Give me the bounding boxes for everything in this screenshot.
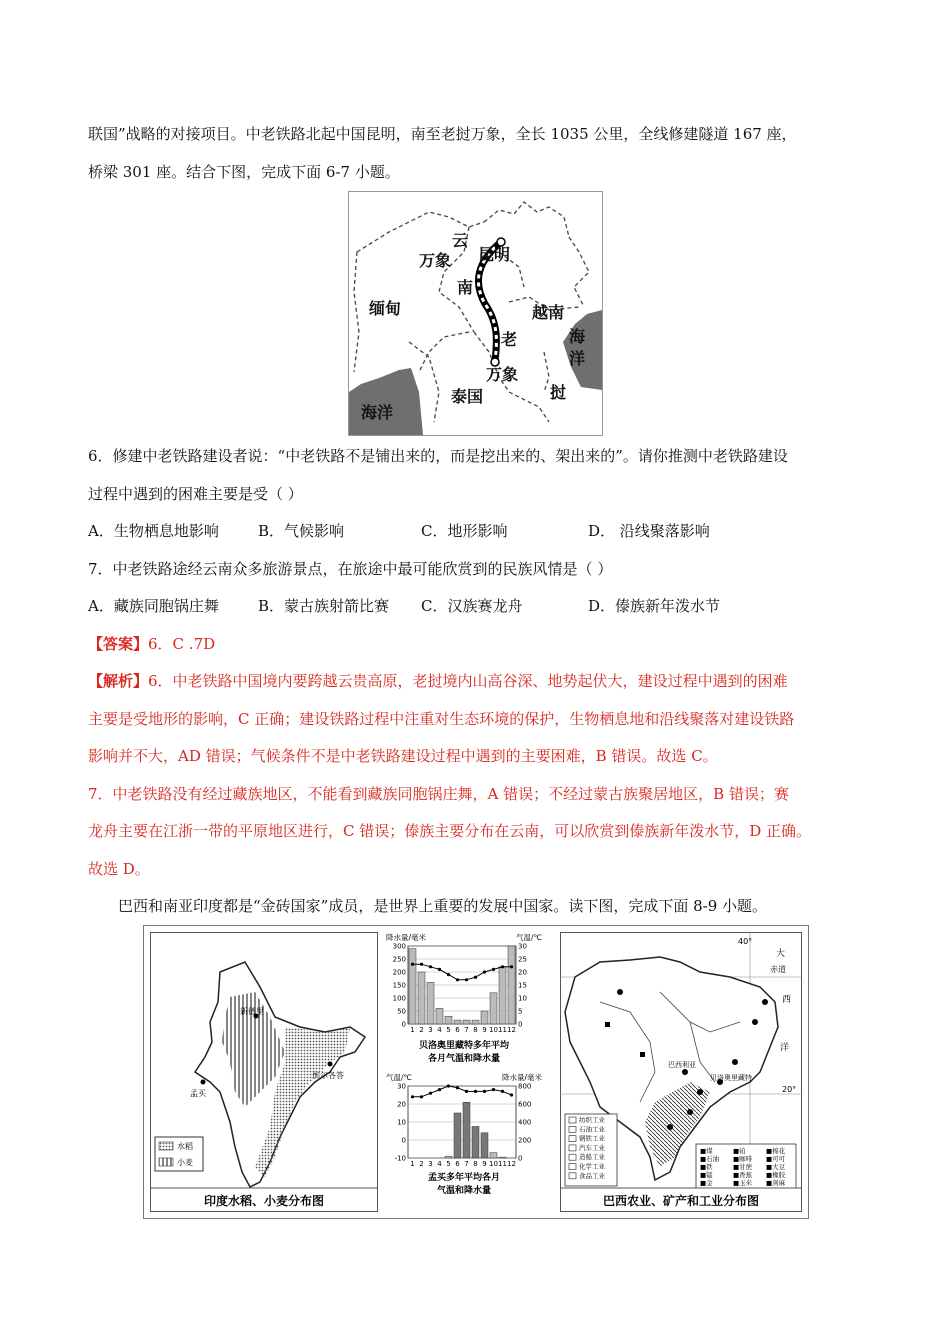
brazil-legend-item: ■铁 bbox=[700, 1163, 713, 1171]
chart2-month-label: 1 bbox=[410, 1160, 415, 1168]
chart1-title-line-2: 各月气温和降水量 bbox=[427, 1054, 501, 1064]
chart1-right-tick: 30 bbox=[518, 942, 527, 951]
q6-option-c[interactable]: C．地形影响 bbox=[421, 522, 508, 540]
chart1-precip-bar bbox=[436, 1008, 443, 1024]
brazil-india-figure bbox=[143, 925, 809, 1219]
chart2-temp-point bbox=[411, 1095, 414, 1098]
brazil-legend-item: ■煤 bbox=[700, 1147, 713, 1155]
q6-option-a[interactable]: A．生物栖息地影响 bbox=[88, 522, 219, 540]
chart2-temp-point bbox=[420, 1095, 423, 1098]
chart1-precip-bar bbox=[472, 1020, 479, 1024]
chart2-temp-point bbox=[429, 1092, 432, 1095]
climate-chart-mumbai bbox=[384, 1070, 544, 1198]
brazil-legend-item: ■橡胶 bbox=[766, 1171, 786, 1179]
chart1-temp-point bbox=[447, 973, 450, 976]
chart1-right-tick: 10 bbox=[518, 994, 527, 1003]
chart1-precip-bar bbox=[481, 1011, 488, 1024]
chart1-title-line-1: 贝洛奥里藏特多年平均 bbox=[418, 1041, 510, 1051]
chart1-precip-bar bbox=[499, 967, 506, 1024]
brazil-legend-industry-label: 化学工业 bbox=[579, 1162, 605, 1171]
chart2-right-tick: 400 bbox=[518, 1118, 532, 1127]
brazil-legend-industry-swatch bbox=[569, 1173, 576, 1179]
chart2-right-tick: 0 bbox=[518, 1154, 523, 1163]
brazil-legend-item: ■甘蔗 bbox=[733, 1163, 753, 1171]
brazil-legend-item: ■铂 bbox=[733, 1147, 746, 1155]
chart2-right-tick: 600 bbox=[518, 1100, 532, 1109]
chart2-month-label: 9 bbox=[482, 1160, 487, 1168]
chart2-month-label: 5 bbox=[446, 1160, 451, 1168]
chart2-left-tick: 20 bbox=[397, 1100, 406, 1109]
brazil-label-brasilia: 巴西利亚 bbox=[668, 1061, 696, 1069]
intro-line-1: 联国”战略的对接项目。中老铁路北起中国昆明，南至老挝万象，全长 1035 公里，全线修建隧道 167 座， bbox=[88, 125, 797, 143]
brazil-label-xi: 西 bbox=[782, 995, 792, 1005]
chart1-right-tick: 20 bbox=[518, 968, 527, 977]
chart2-precip-bar bbox=[445, 1156, 452, 1158]
chart1-left-tick: 150 bbox=[392, 981, 406, 990]
chart2-temp-point bbox=[465, 1090, 468, 1093]
answer-tag: 【答案】 bbox=[88, 635, 149, 653]
map-label-yun: 云 bbox=[452, 231, 469, 250]
analysis-tag: 【解析】 bbox=[88, 672, 149, 690]
map-label-haiyang-right-1: 海 bbox=[569, 327, 586, 346]
chart2-month-label: 10 bbox=[489, 1160, 498, 1168]
brazil-legend-item: ■大豆 bbox=[766, 1163, 786, 1171]
chart1-left-tick: 300 bbox=[392, 942, 406, 951]
chart1-left-tick: 50 bbox=[397, 1007, 406, 1016]
brazil-label-da: 大 bbox=[776, 949, 786, 959]
brazil-legend-industry-label: 纺织工业 bbox=[579, 1116, 605, 1124]
brazil-legend-item: ■咖啡 bbox=[733, 1155, 753, 1163]
chart2-precip-bar bbox=[472, 1127, 479, 1159]
chart1-precip-bar bbox=[445, 1016, 452, 1024]
brazil-map bbox=[560, 932, 802, 1212]
q6-stem-line-2: 过程中遇到的困难主要是受（ ） bbox=[88, 485, 303, 503]
chart2-month-label: 2 bbox=[419, 1160, 424, 1168]
analysis-line-1 bbox=[88, 671, 788, 691]
chart1-right-tick: 15 bbox=[518, 981, 527, 990]
chart1-temp-point bbox=[411, 963, 414, 966]
chart2-temp-point bbox=[492, 1088, 495, 1091]
brazil-legend-item: ■锰 bbox=[700, 1171, 713, 1179]
analysis-line-3: 影响并不大，AD 错误；气候条件不是中老铁路建设过程中遇到的主要困难，B 错误。故选 C。 bbox=[88, 747, 718, 765]
brazil-legend-industry-swatch bbox=[569, 1154, 576, 1160]
brazil-label-lon40: 40° bbox=[738, 937, 753, 946]
chart1-left-tick: 0 bbox=[401, 1020, 406, 1029]
chart1-precip-bar bbox=[454, 1020, 461, 1024]
chart1-month-label: 5 bbox=[446, 1026, 451, 1034]
chart1-precip-bar bbox=[409, 949, 416, 1024]
q7-options bbox=[88, 596, 720, 616]
chart1-ylabel: 降水量/毫米 bbox=[386, 933, 427, 942]
brazil-legend-industry-label: 造船工业 bbox=[579, 1153, 605, 1162]
brazil-label-lat20: 20° bbox=[782, 1085, 797, 1094]
chart2-left-tick: -10 bbox=[394, 1154, 406, 1163]
intro-line-2: 桥梁 301 座。结合下图，完成下面 6-7 小题。 bbox=[88, 163, 400, 181]
chart2-title-line-1: 孟买多年平均各月 bbox=[427, 1173, 501, 1183]
brazil-legend-industry-label: 食品工业 bbox=[579, 1171, 605, 1180]
chart2-month-label: 3 bbox=[428, 1160, 433, 1168]
chart1-temp-point bbox=[483, 970, 486, 973]
brazil-legend-industry-label: 汽车工业 bbox=[579, 1143, 605, 1152]
map-label-wanxiang: 万象 bbox=[486, 365, 519, 384]
chart2-temp-point bbox=[483, 1090, 486, 1093]
analysis-line-6: 故选 D。 bbox=[88, 860, 150, 878]
chart1-temp-point bbox=[456, 978, 459, 981]
chart2-precip-bar bbox=[499, 1157, 506, 1158]
chart1-left-tick: 250 bbox=[392, 955, 406, 964]
chart2-temp-point bbox=[456, 1086, 459, 1089]
chart2-precip-bar bbox=[490, 1153, 497, 1158]
chart1-month-label: 9 bbox=[482, 1026, 487, 1034]
chart1-temp-point bbox=[420, 963, 423, 966]
answer-line bbox=[88, 634, 215, 654]
india-map bbox=[150, 932, 378, 1212]
q7-option-c[interactable]: C．汉族赛龙舟 bbox=[421, 597, 523, 615]
brazil-legend-item: ■棉花 bbox=[766, 1147, 786, 1155]
map-label-haiyang-left: 海洋 bbox=[361, 403, 394, 422]
chart1-month-label: 12 bbox=[507, 1026, 516, 1034]
chart2-precip-bar bbox=[481, 1133, 488, 1158]
map-label-kunming: 昆明 bbox=[478, 245, 511, 264]
chart1-left-tick: 100 bbox=[392, 994, 406, 1003]
chart1-temp-point bbox=[510, 965, 513, 968]
intro2-line: 巴西和南亚印度都是“金砖国家”成员，是世界上重要的发展中国家。读下图，完成下面 8-9 小题。 bbox=[118, 897, 768, 915]
q6-option-b[interactable]: B．气候影响 bbox=[258, 522, 345, 540]
chart1-temp-point bbox=[492, 968, 495, 971]
map-label-taiguo: 泰国 bbox=[451, 387, 484, 406]
chart2-left-tick: 30 bbox=[397, 1082, 406, 1091]
chart1-month-label: 4 bbox=[437, 1026, 442, 1034]
chart2-month-label: 7 bbox=[464, 1160, 469, 1168]
q7-stem: 7．中老铁路途经云南众多旅游景点，在旅途中最可能欣赏到的民族风情是（ ） bbox=[88, 560, 613, 578]
chart1-temp-point bbox=[438, 968, 441, 971]
chart1-month-label: 7 bbox=[464, 1026, 469, 1034]
chart1-temp-point bbox=[465, 978, 468, 981]
chart2-month-label: 8 bbox=[473, 1160, 478, 1168]
brazil-legend-item: ■石油 bbox=[700, 1155, 720, 1163]
chart1-month-label: 8 bbox=[473, 1026, 478, 1034]
map-label-lao: 老 bbox=[501, 330, 518, 349]
chart1-month-label: 6 bbox=[455, 1026, 460, 1034]
answer-text: 6．C .7D bbox=[148, 635, 216, 653]
chart1-right-tick: 5 bbox=[518, 1007, 523, 1016]
india-legend-rice: 水稻 bbox=[177, 1142, 193, 1151]
q6-option-d[interactable]: D． 沿线聚落影响 bbox=[588, 522, 710, 540]
chart2-month-label: 11 bbox=[498, 1160, 507, 1168]
map-label-yuenan: 越南 bbox=[532, 303, 565, 322]
chart1-temp-point bbox=[429, 965, 432, 968]
chart1-month-label: 1 bbox=[410, 1026, 415, 1034]
brazil-legend-item: ■香蕉 bbox=[733, 1171, 753, 1179]
analysis-line-4: 7．中老铁路没有经过藏族地区，不能看到藏族同胞锅庄舞，A 错误；不经过蒙古族聚居地区，B 错误；赛 bbox=[88, 785, 789, 803]
chart1-right-tick: 25 bbox=[518, 955, 527, 964]
q7-option-b[interactable]: B．蒙古族射箭比赛 bbox=[258, 597, 390, 615]
map-label-wanxiang-top: 万象 bbox=[419, 251, 452, 270]
brazil-caption: 巴西农业、矿产和工业分布图 bbox=[602, 1194, 760, 1208]
analysis-line-5: 龙舟主要在江浙一带的平原地区进行，C 错误；傣族主要分布在云南，可以欣赏到傣族新年泼水节，D 正确。 bbox=[88, 822, 812, 840]
india-caption: 印度水稻、小麦分布图 bbox=[203, 1194, 325, 1208]
brazil-legend-industry-swatch bbox=[569, 1164, 576, 1170]
climate-chart-belo-horizonte bbox=[384, 930, 544, 1068]
chart1-precip-bar bbox=[490, 993, 497, 1024]
chart2-temp-point bbox=[474, 1090, 477, 1093]
brazil-legend-item: ■剑麻 bbox=[766, 1179, 786, 1187]
chart2-right-tick: 200 bbox=[518, 1136, 532, 1145]
chart1-temp-point bbox=[474, 976, 477, 979]
chart2-right-tick: 800 bbox=[518, 1082, 532, 1091]
brazil-legend-industry-swatch bbox=[569, 1117, 576, 1123]
q7-option-a[interactable]: A．藏族同胞锅庄舞 bbox=[88, 597, 219, 615]
chart2-left-tick: 0 bbox=[401, 1136, 406, 1145]
chart1-temp-point bbox=[501, 965, 504, 968]
chart2-temp-point bbox=[447, 1084, 450, 1087]
q7-option-d[interactable]: D．傣族新年泼水节 bbox=[588, 597, 721, 615]
analysis-text-1: 6．中老铁路中国境内要跨越云贵高原，老挝境内山高谷深、地势起伏大，建设过程中遇到的困难 bbox=[148, 672, 788, 690]
brazil-legend-industry-swatch bbox=[569, 1145, 576, 1151]
map-label-wo: 挝 bbox=[550, 383, 567, 402]
chart2-temp-point bbox=[438, 1088, 441, 1091]
chart2-temp-point bbox=[501, 1090, 504, 1093]
brazil-legend-item: ■金 bbox=[700, 1179, 713, 1187]
chart1-left-tick: 200 bbox=[392, 968, 406, 977]
chart2-title-line-2: 气温和降水量 bbox=[436, 1186, 492, 1196]
chart2-month-label: 4 bbox=[437, 1160, 442, 1168]
chart1-precip-bar bbox=[508, 946, 515, 1024]
chart1-month-label: 11 bbox=[498, 1026, 507, 1034]
india-label-mumbai: 孟买 bbox=[190, 1089, 206, 1098]
brazil-legend-item: ■玉米 bbox=[733, 1179, 753, 1187]
chart1-month-label: 3 bbox=[428, 1026, 433, 1034]
india-label-kolkata: 加尔各答 bbox=[312, 1071, 344, 1080]
chart1-month-label: 10 bbox=[489, 1026, 498, 1034]
india-label-delhi: 新德里 bbox=[240, 1007, 264, 1016]
brazil-label-bh: 贝洛奥里藏特 bbox=[710, 1074, 752, 1082]
chart2-temp-point bbox=[510, 1093, 513, 1096]
chart1-precip-bar bbox=[427, 982, 434, 1024]
chart2-precip-bar bbox=[463, 1102, 470, 1158]
chart1-month-label: 2 bbox=[419, 1026, 424, 1034]
brazil-legend-industry-swatch bbox=[569, 1126, 576, 1132]
chart2-month-label: 6 bbox=[455, 1160, 460, 1168]
q6-stem-line-1: 6．修建中老铁路建设者说：“中老铁路不是铺出来的，而是挖出来的、架出来的”。请你推测中老铁路建设 bbox=[88, 447, 788, 465]
map-label-miandian: 缅甸 bbox=[369, 299, 402, 318]
chart2-y2label: 降水量/毫米 bbox=[501, 1073, 542, 1082]
china-laos-railway-map bbox=[348, 191, 603, 436]
brazil-label-yang: 洋 bbox=[780, 1043, 790, 1053]
map-label-haiyang-right-2: 洋 bbox=[569, 349, 586, 368]
chart1-right-tick: 0 bbox=[518, 1020, 523, 1029]
chart2-left-tick: 10 bbox=[397, 1118, 406, 1127]
q6-options bbox=[88, 521, 710, 541]
chart1-y2label: 气温/℃ bbox=[516, 933, 542, 942]
map-label-nan: 南 bbox=[457, 278, 474, 297]
brazil-legend-industry-swatch bbox=[569, 1136, 576, 1142]
brazil-legend-industry-label: 石油工业 bbox=[579, 1125, 605, 1134]
india-legend-wheat: 小麦 bbox=[177, 1158, 193, 1167]
chart2-ylabel: 气温/℃ bbox=[386, 1073, 412, 1082]
chart2-month-label: 12 bbox=[507, 1160, 516, 1168]
brazil-legend-industry-label: 钢铁工业 bbox=[579, 1134, 605, 1143]
chart1-precip-bar bbox=[463, 1020, 470, 1024]
brazil-legend-item: ■可可 bbox=[766, 1155, 786, 1163]
chart1-precip-bar bbox=[418, 972, 425, 1024]
chart2-precip-bar bbox=[454, 1113, 461, 1158]
analysis-line-2: 主要是受地形的影响，C 正确；建设铁路过程中注重对生态环境的保护，生物栖息地和沿线聚落对建设铁路 bbox=[88, 710, 795, 728]
brazil-label-equator: 赤道 bbox=[770, 965, 786, 974]
